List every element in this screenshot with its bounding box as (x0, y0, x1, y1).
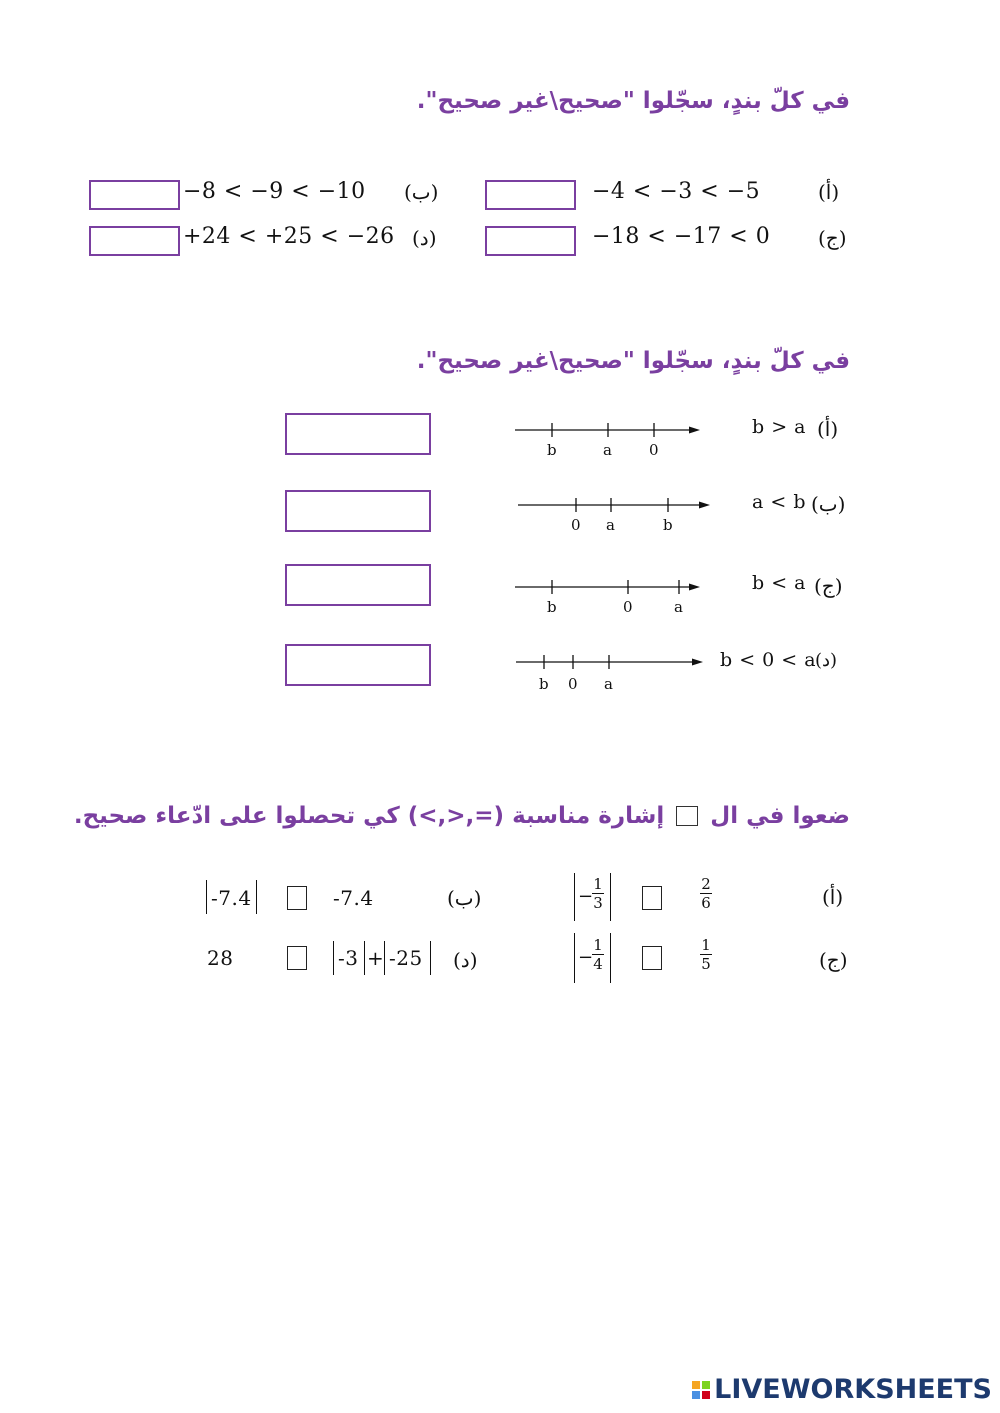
number-line-2a (505, 417, 705, 465)
section3-heading-part1: ضعوا في ال (710, 803, 850, 829)
point-label: a (606, 516, 615, 534)
number-line-2b (510, 492, 715, 540)
answer-box-b[interactable] (89, 180, 180, 210)
point-label: 0 (568, 675, 578, 693)
value-3d-b: -25 (389, 946, 423, 970)
comparison-box-3c[interactable] (642, 946, 662, 970)
inequality-d: +24 < +25 < −26 (183, 224, 395, 249)
value-right-3d: 28 (207, 946, 234, 970)
abs-sign-3c: − (578, 947, 594, 968)
abs-sign-3a: − (578, 886, 594, 907)
numerator: 1 (701, 936, 711, 954)
point-label: 0 (649, 441, 659, 459)
abs-bar (430, 941, 431, 975)
item-label-2a: (أ) (817, 417, 839, 441)
point-label: b (539, 675, 549, 693)
plus-sign: + (367, 946, 385, 970)
answer-box-c[interactable] (485, 226, 576, 256)
item-label-d: (د) (412, 226, 437, 250)
fraction-left-3a (700, 876, 712, 911)
answer-box-d[interactable] (89, 226, 180, 256)
item-label-2b: (ب) (811, 492, 846, 516)
inequality-b: −8 < −9 < −10 (183, 179, 366, 204)
abs-bar (384, 941, 385, 975)
statement-2a: b > a (752, 416, 806, 438)
statement-2d: b < 0 < a (720, 649, 817, 671)
item-label-c: (ج) (818, 226, 847, 250)
abs-bar (333, 941, 334, 975)
abs-bar (364, 941, 365, 975)
comparison-box-3a[interactable] (642, 886, 662, 910)
answer-box-2a[interactable] (285, 413, 431, 455)
section3-heading (74, 803, 850, 829)
section3-heading-part2: إشارة مناسبة (=,<,>) كي تحصلوا على ادّعاء صحيح. (73, 803, 665, 829)
brand-name: LIVEWORKSHEETS (714, 1374, 992, 1405)
value-left-3b: -7.4 (333, 886, 374, 910)
point-label: a (603, 441, 612, 459)
abs-bar-left (206, 880, 207, 914)
numerator: 2 (701, 875, 711, 893)
point-label: 0 (623, 598, 633, 616)
denominator: 4 (593, 955, 603, 973)
answer-box-2c[interactable] (285, 564, 431, 606)
empty-square-icon (676, 806, 698, 826)
abs-bar-right (256, 880, 257, 914)
item-label-3c: (ج) (819, 948, 848, 972)
point-label: 0 (571, 516, 581, 534)
item-label-3a: (أ) (822, 885, 844, 909)
fraction-right-3a (592, 876, 604, 911)
point-label: b (547, 598, 557, 616)
statement-2b: a < b (752, 491, 806, 513)
item-label-2d: (د) (815, 650, 838, 671)
statement-2c: b < a (752, 572, 806, 594)
point-label: a (674, 598, 683, 616)
comparison-box-3d[interactable] (287, 946, 307, 970)
comparison-box-3b[interactable] (287, 886, 307, 910)
denominator: 6 (701, 894, 711, 912)
numerator: 1 (593, 875, 603, 893)
answer-box-a[interactable] (485, 180, 576, 210)
denominator: 5 (701, 955, 711, 973)
liveworksheets-logo (692, 1374, 992, 1405)
fraction-right-3c (592, 937, 604, 972)
section1-heading: في كلّ بندٍ، سجّلوا "صحيح\غير صحيح". (416, 88, 850, 114)
fraction-left-3c (700, 937, 712, 972)
value-right-3b: -7.4 (211, 886, 252, 910)
inequality-c: −18 < −17 < 0 (592, 224, 771, 249)
item-label-b: (ب) (404, 180, 439, 204)
numerator: 1 (593, 936, 603, 954)
answer-box-2b[interactable] (285, 490, 431, 532)
abs-bar-left (574, 933, 575, 983)
point-label: b (663, 516, 673, 534)
point-label: b (547, 441, 557, 459)
number-line-2d (510, 649, 710, 697)
value-3d-a: -3 (338, 946, 359, 970)
item-label-2c: (ج) (814, 574, 843, 598)
abs-bar-left (574, 873, 575, 921)
abs-bar-right (610, 873, 611, 921)
item-label-3b: (ب) (447, 886, 482, 910)
abs-bar-right (610, 933, 611, 983)
item-label-a: (أ) (818, 180, 840, 204)
point-label: a (604, 675, 613, 693)
section2-heading: في كلّ بندٍ، سجّلوا "صحيح\غير صحيح". (416, 348, 850, 374)
answer-box-2d[interactable] (285, 644, 431, 686)
denominator: 3 (593, 894, 603, 912)
number-line-2c (505, 574, 705, 622)
item-label-3d: (د) (453, 948, 478, 972)
inequality-a: −4 < −3 < −5 (592, 179, 761, 204)
logo-mark-icon (692, 1381, 710, 1399)
